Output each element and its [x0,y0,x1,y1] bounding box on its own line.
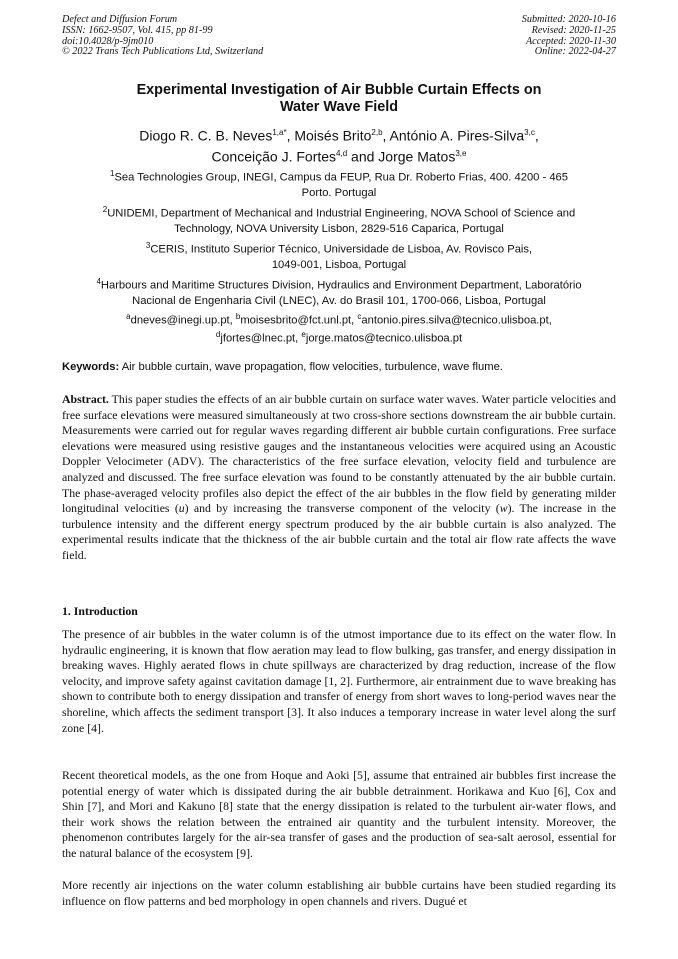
author-name: Conceição J. Fortes [211,148,337,165]
affiliation-text: UNIDEMI, Department of Mechanical and Industrial Engineering, NOVA School of Science and [107,207,576,220]
variable-w: w [499,501,508,516]
paragraph-text: More recently air injections on the water column establishing air bubble curtains have been studied regarding its influence on flow patterns and bed morphology in open channels and rivers. Dugué et [62,878,616,908]
article-dates [522,15,616,58]
journal-doi[interactable]: doi:10.4028/p-9jm010 [62,35,154,47]
email-mark: e [301,330,306,340]
author-affiliation-mark: 4,d [336,149,348,159]
author-list [62,124,616,166]
introduction-paragraph-3 [62,878,616,909]
affiliation-mark: 3 [145,241,151,250]
introduction-paragraph-1 [62,627,616,736]
paper-title [62,82,616,116]
affiliation-mark: 2 [102,205,108,214]
abstract-text: ). The increase in the turbulence intensity and the different energy spectrum produced by the air bubble curtain is also analyzed. The experimental results indicate that the thickness of the air bubble curtain and the total air flow rate affects the wave field. [62,501,617,562]
variable-u: u [178,501,185,516]
author-line-1 [62,124,616,145]
email-link[interactable]: jorge.matos@tecnico.ulisboa.pt [305,332,463,345]
affiliation-1 [62,166,616,201]
date-submitted: Submitted: 2020-10-16 [521,14,616,25]
author-name: Diogo R. C. B. Neves [139,127,273,144]
author-name: and Jorge Matos [347,148,456,165]
author-emails [62,310,616,346]
date-accepted: Accepted: 2020-11-30 [525,35,616,47]
date-online: Online: 2022-04-27 [534,46,616,58]
email-link[interactable]: jfortes@lnec.pt, [220,332,302,345]
affiliation-text: Technology, NOVA University Lisbon, 2829-516 Caparica, Portugal [174,222,504,235]
email-mark: a [126,312,131,321]
keywords-text: Air bubble curtain, wave propagation, flow velocities, turbulence, wave flume. [119,361,503,373]
journal-issn: ISSN: 1662-9507, Vol. 415, pp 81-99 [62,24,213,36]
abstract-text: ) and by increasing the transverse component of the velocity ( [184,501,500,516]
affiliation-text: Nacional de Engenharia Civil (LNEC), Av. do Brasil 101, 1700-066, Lisboa, Portugal [132,294,546,307]
keywords [62,360,616,374]
author-affiliation-mark: 3,c [524,128,535,137]
email-link[interactable]: dneves@inegi.up.pt, [130,314,236,327]
affiliation-2 [62,202,616,237]
author-affiliation-mark: 1,a* [272,128,287,137]
journal-copyright: © 2022 Trans Tech Publications Ltd, Switzerland [62,46,264,58]
journal-name: Defect and Diffusion Forum [62,14,178,25]
author-line-2 [62,145,616,166]
affiliation-text: Porto. Portugal [301,186,377,199]
keywords-label: Keywords: [62,361,120,373]
introduction-paragraph-2 [62,768,616,862]
email-link[interactable]: antonio.pires.silva@tecnico.ulisboa.pt, [361,314,552,327]
author-name: , António A. Pires-Silva [382,127,525,144]
paper-title-line-2: Water Wave Field [279,99,399,115]
author-separator: , [534,127,539,144]
paragraph-text: The presence of air bubbles in the water column is of the utmost importance due to its effect on the water flow. In hydraulic engineering, it is known that flow aeration may lead to flow bulking, gas transfer, and energy dissipation in breaking waves. Highly aerated flows in chute spillways are characterized by drag reduction, increase of the flow velocity, and improve safety against cavitation damage [1, 2]. Furthermore, air entrainment due to wave breaking has shown to contribute both to energy dissipation and transfer of energy from short waves to long-period waves near the shoreline, which affects the sediment transport [3]. It also induces a temporary increase in water level along the surf zone [4]. [62,627,616,735]
affiliation-text: 1049-001, Lisboa, Portugal [271,258,407,271]
affiliation-4 [62,274,616,309]
author-name: , Moisés Brito [286,127,372,144]
abstract-text: This paper studies the effects of an air bubble curtain on surface water waves. Water particle velocities and free surface elevations were measured simultaneously at two cross-shore sections downstream the air bubble curtain. Measurements were carried out for regular waves regarding different air bubble curtain configurations. Free surface elevations were measured using resistive gauges and the instantaneous velocities were acquired using an Acoustic Doppler Velocimeter (ADV). The characteristics of the free surface elevation, velocity field and turbulence are analyzed and discussed. The free surface elevation was found to be constantly attenuated by the air bubble curtain. The phase-averaged velocity profiles also depict the effect of the air bubbles in the flow field by generating milder longitudinal velocities ( [62,392,616,516]
abstract [62,392,616,564]
affiliation-text: Sea Technologies Group, INEGI, Campus da FEUP, Rua Dr. Roberto Frias, 400. 4200 - 465 [114,171,568,184]
affiliation-text: CERIS, Instituto Superior Técnico, Universidade de Lisboa, Av. Rovisco Pais, [150,243,533,256]
affiliation-text: Harbours and Maritime Structures Division, Hydraulics and Environment Department, Laboratório [100,279,582,292]
affiliation-mark: 4 [96,277,101,286]
paper-title-line-1: Experimental Investigation of Air Bubble Curtain Effects on [136,82,542,98]
date-revised: Revised: 2020-11-25 [531,24,616,36]
journal-info [62,15,263,58]
email-link[interactable]: moisesbrito@fct.unl.pt, [240,314,358,327]
paragraph-text: Recent theoretical models, as the one from Hoque and Aoki [5], assume that entrained air bubbles first increase the potential energy of water which is dissipated during the air bubble detrainment. Horikawa and Kuo [6], Cox and Shin [7], and Mori and Kakuno [8] state that the energy dissipation is related to the turbulent air-water flows, and their work shows the relation between the entrained air quantity and the turbulent intensity. Moreover, the phenomenon contributes largely for the air-sea transfer of gases and the production of sea-salt aerosol, essential for the natural balance of the ecosystem [9]. [62,768,616,860]
section-heading-introduction: 1. Introduction [62,604,138,618]
author-affiliation-mark: 3,e [455,149,467,159]
author-affiliation-mark: 2,b [371,128,383,137]
email-mark: c [357,312,362,321]
affiliation-mark: 1 [110,169,115,178]
abstract-label: Abstract. [62,392,109,406]
email-mark: b [235,312,241,321]
affiliation-3 [62,238,616,273]
email-mark: d [215,330,221,340]
